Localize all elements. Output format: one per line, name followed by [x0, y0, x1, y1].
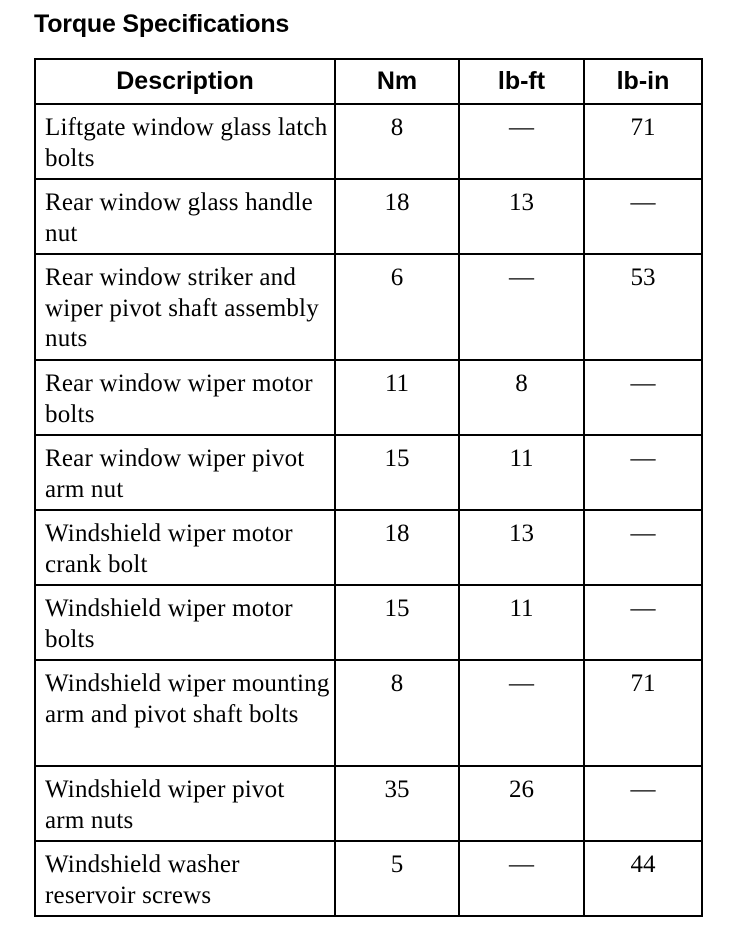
lb-ft-cell: —	[459, 104, 584, 179]
lb-in-cell: —	[584, 179, 702, 254]
nm-cell: 5	[335, 841, 459, 916]
lb-ft-cell: 8	[459, 360, 584, 435]
lb-ft-cell: 11	[459, 585, 584, 660]
nm-cell: 11	[335, 360, 459, 435]
description-cell: Windshield washer reservoir screws	[35, 841, 335, 916]
nm-cell: 35	[335, 766, 459, 841]
nm-cell: 6	[335, 254, 459, 360]
nm-cell: 18	[335, 510, 459, 585]
nm-cell: 15	[335, 435, 459, 510]
column-header-description: Description	[35, 59, 335, 104]
lb-in-cell: 44	[584, 841, 702, 916]
description-cell: Liftgate window glass latch bolts	[35, 104, 335, 179]
description-cell: Windshield wiper motor bolts	[35, 585, 335, 660]
page-title: Torque Specifications	[34, 10, 290, 38]
lb-in-cell: 71	[584, 660, 702, 766]
table-row	[35, 841, 702, 916]
column-header-lb-in: lb-in	[584, 59, 702, 104]
lb-in-cell: —	[584, 585, 702, 660]
description-cell: Rear window glass handle nut	[35, 179, 335, 254]
description-cell: Rear window wiper pivot arm nut	[35, 435, 335, 510]
description-cell: Rear window wiper motor bolts	[35, 360, 335, 435]
nm-cell: 8	[335, 660, 459, 766]
table-row	[35, 510, 702, 585]
lb-ft-cell: —	[459, 660, 584, 766]
table-row	[35, 766, 702, 841]
lb-in-cell: —	[584, 510, 702, 585]
table-row	[35, 179, 702, 254]
lb-ft-cell: —	[459, 254, 584, 360]
table-row	[35, 104, 702, 179]
lb-ft-cell: 26	[459, 766, 584, 841]
lb-in-cell: 71	[584, 104, 702, 179]
description-cell: Windshield wiper motor crank bolt	[35, 510, 335, 585]
table-row	[35, 660, 702, 766]
table-row	[35, 254, 702, 360]
lb-in-cell: 53	[584, 254, 702, 360]
torque-specifications-table	[34, 58, 703, 917]
lb-in-cell: —	[584, 435, 702, 510]
nm-cell: 18	[335, 179, 459, 254]
table-row	[35, 585, 702, 660]
description-cell: Windshield wiper mounting arm and pivot shaft bolts	[35, 660, 335, 766]
description-cell: Windshield wiper pivot arm nuts	[35, 766, 335, 841]
lb-in-cell: —	[584, 766, 702, 841]
lb-ft-cell: —	[459, 841, 584, 916]
lb-ft-cell: 11	[459, 435, 584, 510]
nm-cell: 15	[335, 585, 459, 660]
table-row	[35, 360, 702, 435]
table-row	[35, 435, 702, 510]
lb-ft-cell: 13	[459, 510, 584, 585]
lb-ft-cell: 13	[459, 179, 584, 254]
table-header-row	[35, 59, 702, 104]
column-header-nm: Nm	[335, 59, 459, 104]
nm-cell: 8	[335, 104, 459, 179]
lb-in-cell: —	[584, 360, 702, 435]
column-header-lb-ft: lb-ft	[459, 59, 584, 104]
description-cell: Rear window striker and wiper pivot shaft assembly nuts	[35, 254, 335, 360]
